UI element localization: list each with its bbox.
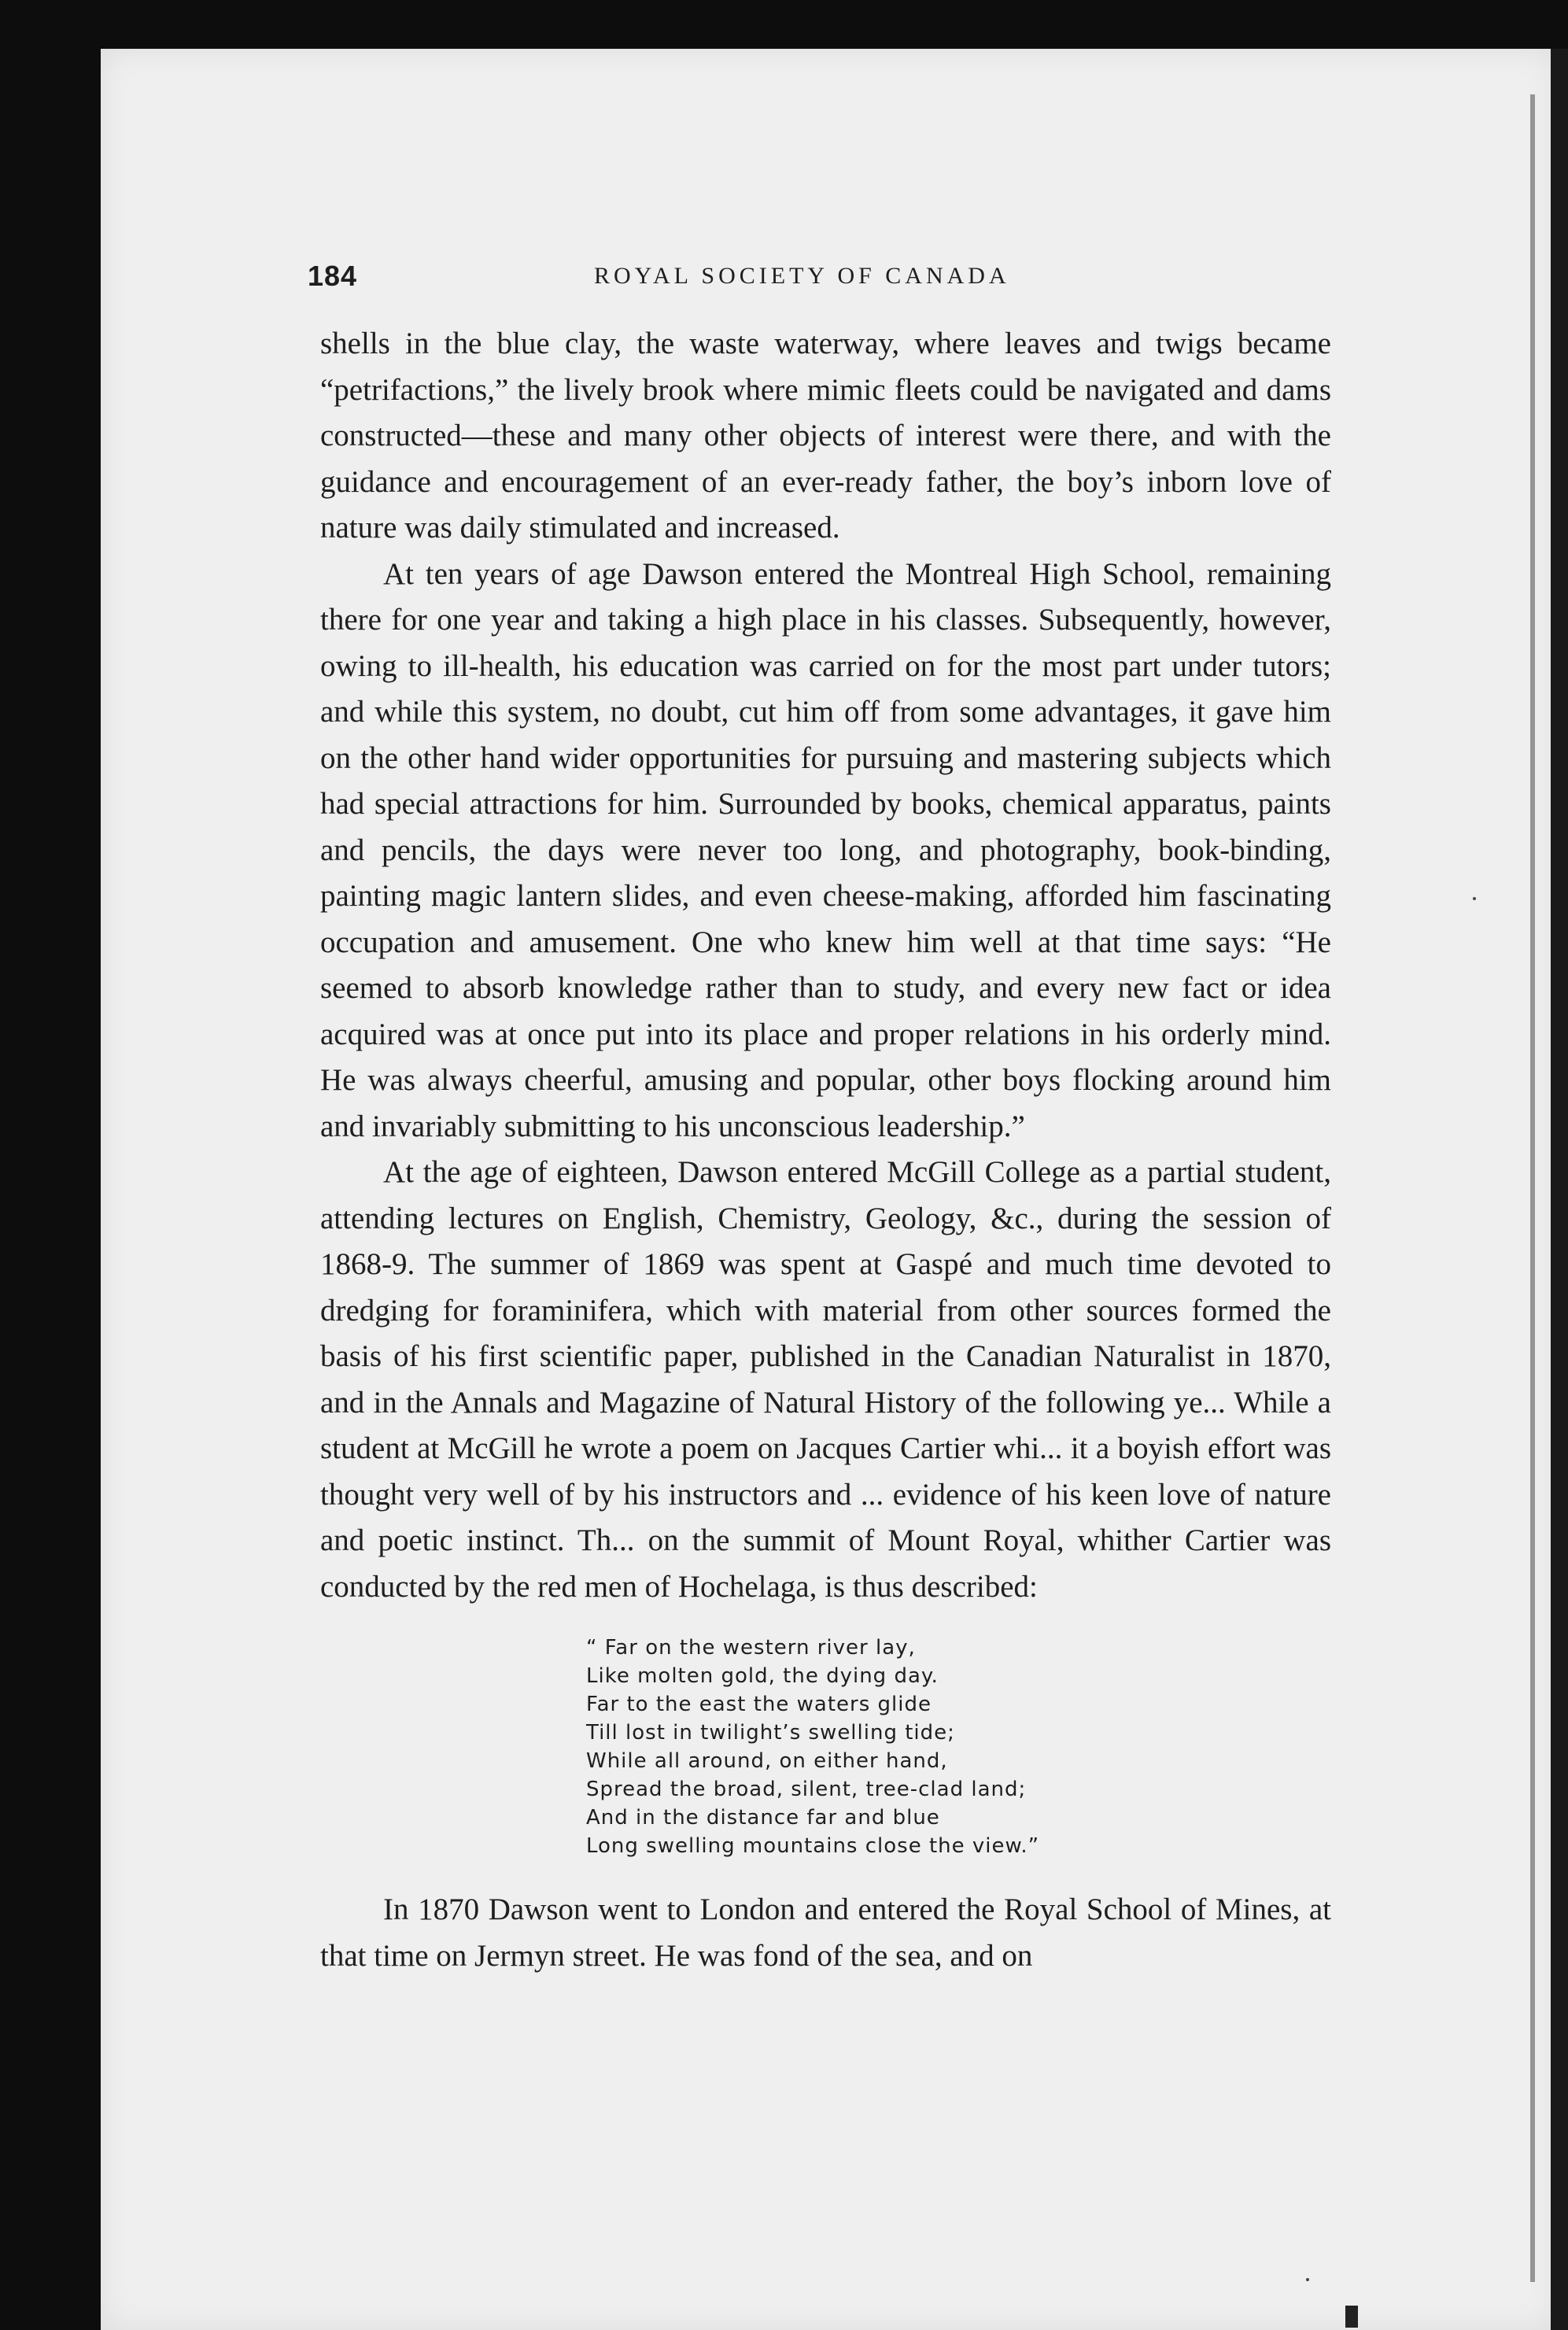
poem-line: And in the distance far and blue [586,1806,940,1830]
paragraph-1: shells in the blue clay, the waste waterway, where leaves and twigs became “petrifactions,” the lively brook where mimic fleets could be navigated and dams constructed—these and many other objects of interest were there, and with the guidance and encouragement of an ever-ready father, the boy’s inborn love of nature was daily stimulated and increased. [320,327,1331,545]
poem-line: “ Far on the western river lay, [586,1636,916,1660]
gutter-line [1530,94,1535,2282]
scan-mark [1345,2306,1358,2328]
running-title: ROYAL SOCIETY OF CANADA [594,263,1010,289]
poem-line: Far to the east the waters glide [586,1693,932,1716]
poem-line: While all around, on either hand, [586,1749,948,1773]
poem-quote [586,1634,1331,1860]
page-number: 184 [308,260,358,292]
page-content [308,260,1331,1979]
poem-line: Spread the broad, silent, tree-clad land; [586,1778,1027,1801]
poem-line: Like molten gold, the dying day. [586,1664,939,1688]
paragraph-3: At the age of eighteen, Dawson entered McGill College as a partial student, attending lectures on English, Chemistry, Geology, &c., during the session of 1868-9. The summer of 1869 was spent at Gaspé and much time devoted to dredging for foraminifera, which with material from other sources formed the basis of his first scientific paper, published in the Canadian Naturalist in 1870, and in the Annals and Magazine of Natural History of the following ye... While a student at McGill he wrote a poem on Jacques Cartier whi... it a boyish effort was thought very well of by his instructors and ... evidence of his keen love of nature and poetic instinct. Th... on the summit of Mount Royal, whither Cartier was conducted by the red men of Hochelaga, is thus described: [320,1155,1331,1604]
paragraph-2: At ten years of age Dawson entered the Montreal High School, remaining there for one year and taking a high place in his classes. Subsequently, however, owing to ill-health, his education was carried on for the most part under tutors; and while this system, no doubt, cut him off from some advantages, it gave him on the other hand wider opportunities for pursuing and mastering subjects which had special attractions for him. Surrounded by books, chemical apparatus, paints and pencils, the days were never too long, and photography, book-binding, painting magic lantern slides, and even cheese-making, afforded him fascinating occupation and amusement. One who knew him well at that time says: “He seemed to absorb knowledge rather than to study, and every new fact or idea acquired was at once put into its place and proper relations in his orderly mind. He was always cheerful, amusing and popular, other boys flocking around him and invariably submitting to his unconscious leadership.” [320,556,1331,1143]
paragraph-closing: In 1870 Dawson went to London and entered the Royal School of Mines, at that time on Jermyn street. He was fond of the sea, and on [320,1892,1331,1973]
poem-line: Till lost in twilight’s swelling tide; [586,1721,955,1745]
scan-speck [1473,897,1476,900]
page-spine-shadow [1551,49,1568,2330]
scan-speck [1306,2278,1309,2281]
poem-line: Long swelling mountains close the view.” [586,1834,1040,1858]
running-head [308,260,1331,297]
